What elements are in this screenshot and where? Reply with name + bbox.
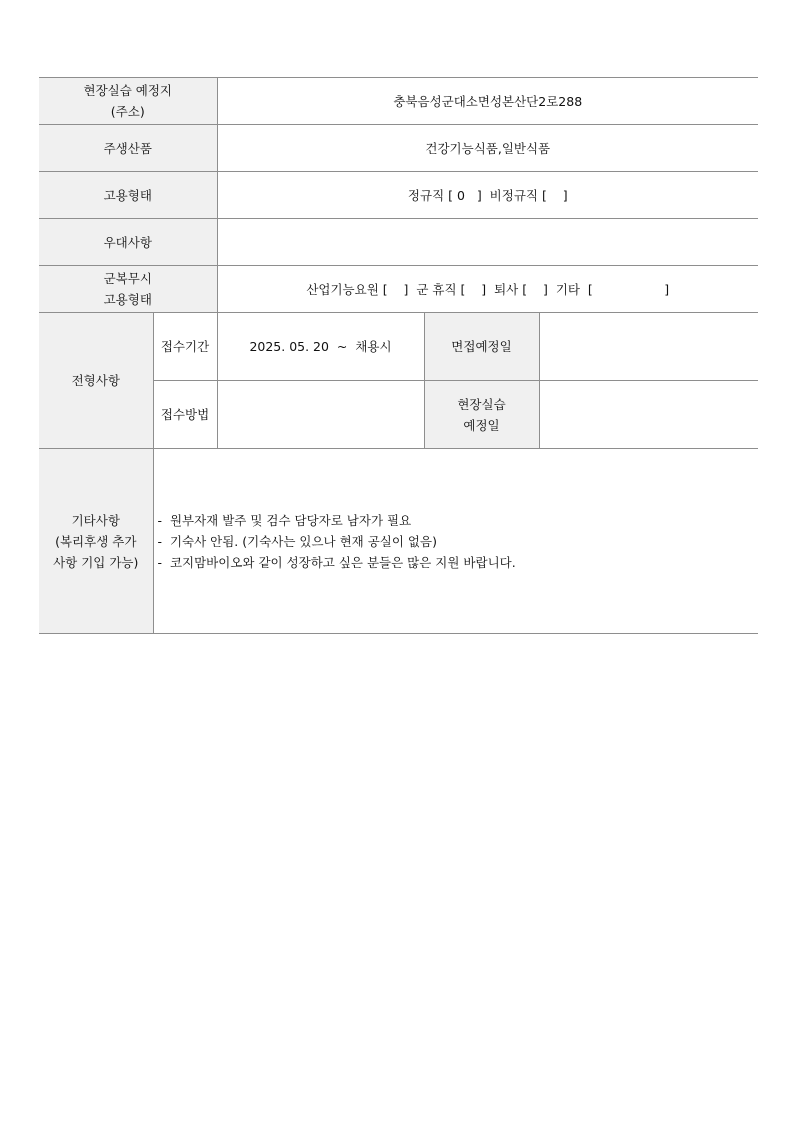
etc-row <box>39 449 758 634</box>
etc-item: - 원부자재 발주 및 검수 담당자로 남자가 필요 <box>157 512 412 528</box>
method-value <box>217 381 424 449</box>
location-label-line1: 현장실습 예정지 <box>83 83 172 98</box>
military-value: 산업기능요원 [ ] 군 휴직 [ ] 퇴사 [ ] 기타 [ ] <box>217 266 758 313</box>
interview-value <box>539 313 758 381</box>
screening-label: 전형사항 <box>39 313 153 449</box>
military-label-line1: 군복무시 <box>103 271 152 286</box>
preferences-value <box>217 219 758 266</box>
main-product-label: 주생산품 <box>39 125 217 172</box>
employment-type-row <box>39 172 758 219</box>
preferences-label: 우대사항 <box>39 219 217 266</box>
military-row <box>39 266 758 313</box>
military-label <box>39 266 217 313</box>
practice-date-value <box>539 381 758 449</box>
etc-label-line1: 기타사항 <box>71 512 120 528</box>
period-label: 접수기간 <box>153 313 217 381</box>
preferences-row <box>39 219 758 266</box>
etc-value <box>153 449 758 634</box>
location-label-line2: (주소) <box>110 104 145 119</box>
military-label-line2: 고용형태 <box>103 292 152 307</box>
period-value: 2025. 05. 20 ~ 채용시 <box>217 313 424 381</box>
etc-item: - 코지맘바이오와 같이 성장하고 싶은 분들은 많은 지원 바랍니다. <box>157 554 516 570</box>
practice-date-label <box>424 381 539 449</box>
etc-label-line3: 사항 기입 가능) <box>53 554 139 570</box>
location-value: 충북음성군대소면성본산단2로288 <box>217 78 758 125</box>
etc-label-line2: (복리후생 추가 <box>55 533 137 549</box>
interview-label: 면접예정일 <box>424 313 539 381</box>
location-label <box>39 78 217 125</box>
main-product-row <box>39 125 758 172</box>
method-label: 접수방법 <box>153 381 217 449</box>
employment-type-label: 고용형태 <box>39 172 217 219</box>
employment-type-value: 정규직 [ 0 ] 비정규직 [ ] <box>217 172 758 219</box>
etc-item: - 기숙사 안됨. (기숙사는 있으나 현재 공실이 없음) <box>157 533 437 549</box>
practice-date-label-line2: 예정일 <box>463 417 500 433</box>
etc-label <box>39 449 153 634</box>
main-product-value: 건강기능식품,일반식품 <box>217 125 758 172</box>
location-row <box>39 78 758 125</box>
screening-period-row <box>39 313 758 381</box>
job-posting-form <box>39 77 758 634</box>
practice-date-label-line1: 현장실습 <box>457 396 506 412</box>
